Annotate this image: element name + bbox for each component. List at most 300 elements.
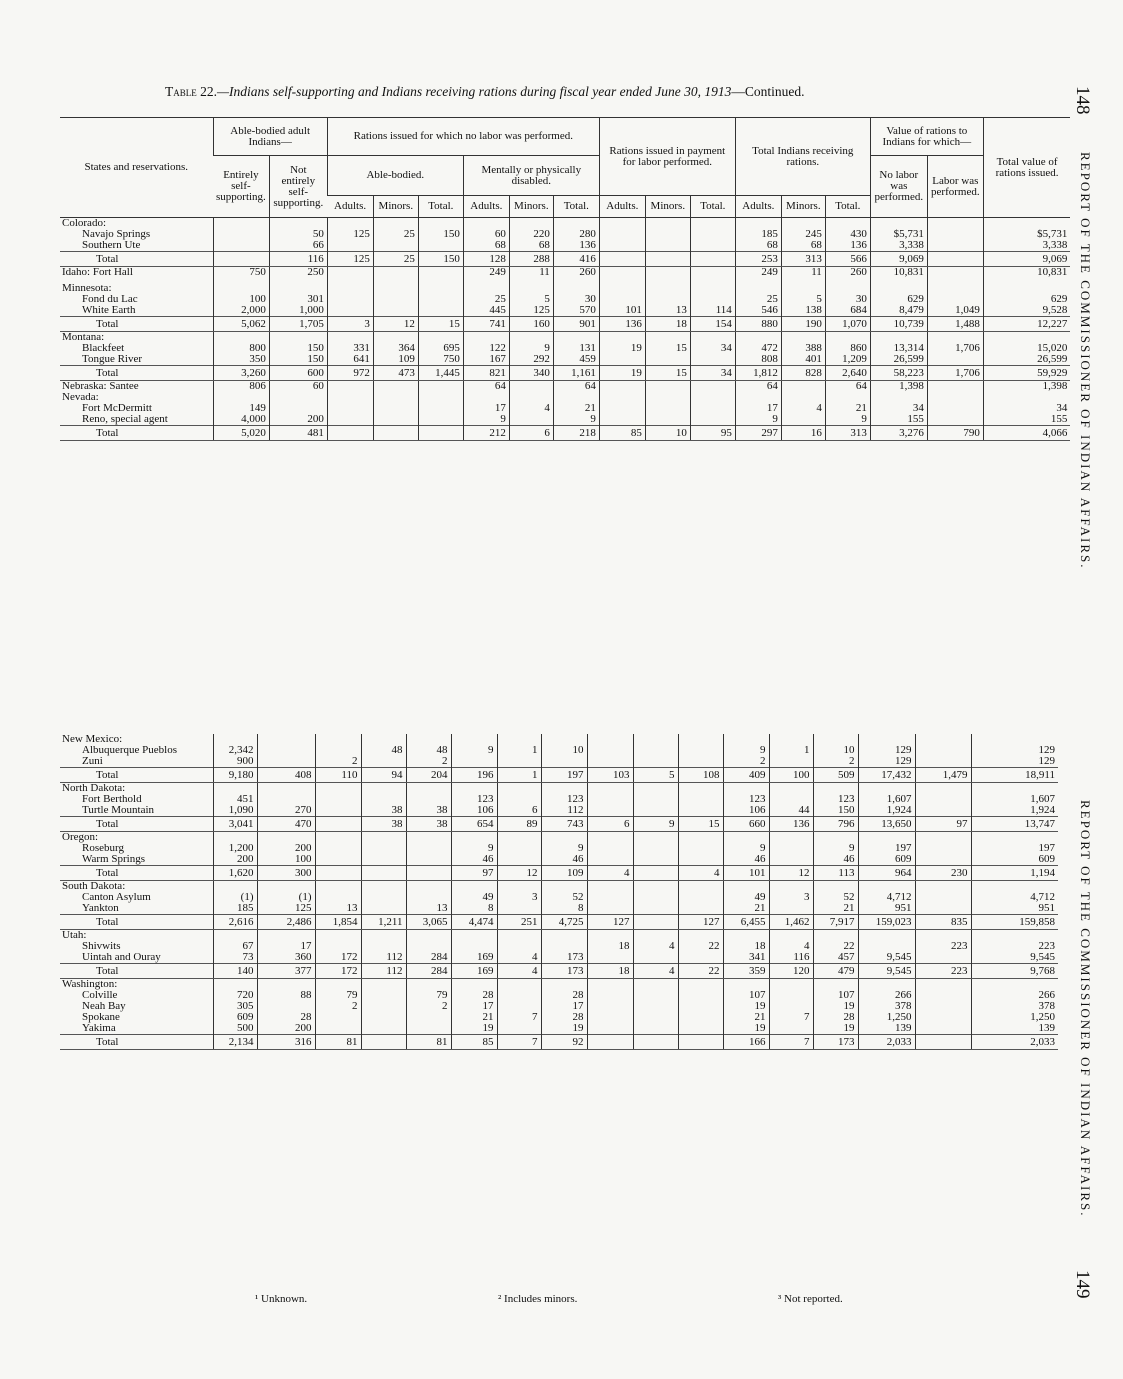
table-cell: 629 — [870, 294, 927, 305]
table-cell: 106 — [723, 805, 769, 817]
table-cell: 38 — [361, 817, 406, 832]
table-cell — [587, 1035, 633, 1050]
table-cell: 155 — [870, 414, 927, 426]
table-cell: 1,924 — [858, 805, 915, 817]
table-cell: 451 — [213, 794, 257, 805]
table-cell: 223 — [915, 964, 971, 979]
table-cell: 12 — [769, 866, 813, 881]
table-cell: 750 — [418, 354, 463, 366]
table-cell — [781, 283, 825, 294]
table-cell — [541, 979, 587, 991]
table-cell: 48 — [361, 745, 406, 756]
table-cell — [587, 1001, 633, 1012]
table-cell: 190 — [781, 317, 825, 332]
table-cell: 18 — [587, 964, 633, 979]
table-cell — [315, 892, 361, 903]
table-cell: 4 — [497, 952, 541, 964]
table-cell — [645, 392, 690, 403]
table-cell — [915, 930, 971, 942]
table-cell: 6 — [497, 805, 541, 817]
table-cell: 125 — [327, 252, 373, 267]
table-cell — [927, 283, 983, 294]
table-cell — [769, 979, 813, 991]
table-cell: 1,854 — [315, 915, 361, 930]
table-cell — [927, 218, 983, 230]
table-cell — [269, 218, 327, 230]
row-label: South Dakota: — [62, 880, 126, 892]
table-cell — [361, 1001, 406, 1012]
table-cell — [315, 783, 361, 795]
disabled-subheader: Mentally or physically disabled. — [463, 156, 599, 196]
table-cell — [509, 414, 553, 426]
table-cell — [633, 881, 678, 893]
table-cell — [915, 990, 971, 1001]
table-cell — [373, 240, 418, 252]
table-cell: 200 — [257, 1023, 315, 1035]
table-cell: 340 — [509, 366, 553, 381]
table-cell — [497, 854, 541, 866]
row-label: Washington: — [62, 978, 118, 990]
table-cell: 1,398 — [983, 381, 1070, 393]
payment-group-header: Rations issued in payment for labor performed. — [599, 118, 735, 196]
table-cell — [915, 979, 971, 991]
table-cell: 46 — [813, 854, 858, 866]
table-cell: 46 — [451, 854, 497, 866]
table-cell: 609 — [858, 854, 915, 866]
col-minors: Minors. — [373, 196, 418, 218]
table-cell — [315, 941, 361, 952]
table-cell — [587, 990, 633, 1001]
col-adults: Adults. — [735, 196, 781, 218]
table-cell — [327, 332, 373, 344]
table-cell: 2,033 — [971, 1035, 1058, 1050]
table-cell — [541, 881, 587, 893]
table-cell: 408 — [257, 768, 315, 783]
table-cell: 34 — [983, 403, 1070, 414]
table-cell: 92 — [541, 1035, 587, 1050]
table-cell — [633, 892, 678, 903]
table-cell: 220 — [509, 229, 553, 240]
table-cell: 341 — [723, 952, 769, 964]
table-cell: 808 — [735, 354, 781, 366]
table-cell: 73 — [213, 952, 257, 964]
table-cell — [406, 1023, 451, 1035]
table-cell — [497, 756, 541, 768]
table-cell — [463, 218, 509, 230]
col-minors: Minors. — [509, 196, 553, 218]
table-cell: 150 — [269, 354, 327, 366]
table-cell: 4 — [633, 964, 678, 979]
table-cell — [587, 805, 633, 817]
table-cell — [327, 240, 373, 252]
table-cell — [915, 734, 971, 745]
table-cell — [633, 843, 678, 854]
table-cell: 103 — [587, 768, 633, 783]
table-cell: 11 — [509, 267, 553, 279]
table-cell — [971, 881, 1058, 893]
table-cell — [690, 218, 735, 230]
table-cell: 120 — [769, 964, 813, 979]
table-cell — [418, 426, 463, 441]
row-label: Turtle Mountain — [82, 805, 155, 816]
table-cell — [633, 805, 678, 817]
row-label: Roseburg — [82, 843, 124, 854]
table-cell — [213, 783, 257, 795]
table-cell — [315, 734, 361, 745]
table-cell: 266 — [858, 990, 915, 1001]
total-row — [60, 866, 1058, 881]
table-cell — [269, 283, 327, 294]
table-cell — [971, 832, 1058, 844]
table-cell: 9 — [723, 745, 769, 756]
table-cell: 81 — [315, 1035, 361, 1050]
row-label: Total — [60, 252, 213, 267]
col-total: Total. — [825, 196, 870, 218]
table-cell — [373, 305, 418, 317]
table-cell — [418, 392, 463, 403]
table-cell: 5,062 — [213, 317, 269, 332]
table-cell: 4 — [633, 941, 678, 952]
table-cell — [587, 952, 633, 964]
table-cell — [915, 794, 971, 805]
table-cell: 19 — [723, 1001, 769, 1012]
table-cell: 81 — [406, 1035, 451, 1050]
lower-table-body — [60, 734, 1058, 1050]
table-cell: 113 — [813, 866, 858, 881]
table-cell: 100 — [213, 294, 269, 305]
table-cell: 223 — [971, 941, 1058, 952]
row-label: Total — [60, 768, 213, 783]
table-cell: 951 — [971, 903, 1058, 915]
table-cell — [361, 832, 406, 844]
table-cell: 313 — [781, 252, 825, 267]
table-cell — [257, 783, 315, 795]
table-cell: 609 — [971, 854, 1058, 866]
value-group-header: Value of rations to Indians for which— — [870, 118, 983, 156]
table-cell: 64 — [463, 381, 509, 393]
table-cell — [678, 1023, 723, 1035]
table-cell — [633, 952, 678, 964]
table-cell — [678, 930, 723, 942]
table-cell — [361, 866, 406, 881]
table-cell: 641 — [327, 354, 373, 366]
table-cell — [327, 403, 373, 414]
table-cell: 169 — [451, 964, 497, 979]
table-cell — [315, 854, 361, 866]
table-cell: 2,486 — [257, 915, 315, 930]
row-label: Shivwits — [82, 941, 121, 952]
table-cell: 360 — [257, 952, 315, 964]
table-cell: 64 — [825, 381, 870, 393]
table-cell: 9 — [541, 843, 587, 854]
table-cell: 19 — [723, 1023, 769, 1035]
table-cell: 3,041 — [213, 817, 257, 832]
table-cell: 204 — [406, 768, 451, 783]
table-row — [60, 843, 1058, 854]
table-cell: 9 — [509, 343, 553, 354]
table-cell: 22 — [678, 964, 723, 979]
table-cell — [213, 930, 257, 942]
table-cell: 129 — [971, 745, 1058, 756]
table-cell: 44 — [769, 805, 813, 817]
table-cell — [678, 1035, 723, 1050]
table-cell — [509, 392, 553, 403]
table-cell: 378 — [971, 1001, 1058, 1012]
table-cell: 2,033 — [858, 1035, 915, 1050]
table-cell: 60 — [269, 381, 327, 393]
table-cell — [678, 854, 723, 866]
table-cell — [915, 745, 971, 756]
total-row — [60, 817, 1058, 832]
table-cell — [769, 734, 813, 745]
table-cell: 2 — [315, 756, 361, 768]
table-cell — [678, 783, 723, 795]
table-row — [60, 794, 1058, 805]
table-row — [60, 854, 1058, 866]
table-cell: 821 — [463, 366, 509, 381]
table-cell: 1,488 — [927, 317, 983, 332]
table-cell: 17 — [257, 941, 315, 952]
table-cell: 9 — [633, 817, 678, 832]
table-cell: 1,607 — [971, 794, 1058, 805]
table-cell: 951 — [858, 903, 915, 915]
table-cell: 10,831 — [870, 267, 927, 279]
row-label: Albuquerque Pueblos — [82, 745, 178, 756]
table-cell: 197 — [541, 768, 587, 783]
table-cell — [497, 734, 541, 745]
table-cell — [451, 756, 497, 768]
table-cell — [257, 1001, 315, 1012]
table-cell: 654 — [451, 817, 497, 832]
table-cell: 1,620 — [213, 866, 257, 881]
table-cell: 2,134 — [213, 1035, 257, 1050]
total-row — [60, 317, 1070, 332]
table-cell: 377 — [257, 964, 315, 979]
table-cell: 313 — [825, 426, 870, 441]
table-cell — [825, 218, 870, 230]
row-label: Total — [60, 1035, 213, 1050]
table-cell — [645, 381, 690, 393]
table-cell: 12,227 — [983, 317, 1070, 332]
table-cell: (1) — [257, 892, 315, 903]
table-cell: 101 — [723, 866, 769, 881]
table-cell: 149 — [213, 403, 269, 414]
table-cell — [406, 783, 451, 795]
table-cell: 79 — [315, 990, 361, 1001]
table-cell: 109 — [373, 354, 418, 366]
table-cell: 6 — [587, 817, 633, 832]
table-cell — [723, 734, 769, 745]
section-row — [60, 734, 1058, 745]
table-cell — [769, 1001, 813, 1012]
table-cell — [825, 392, 870, 403]
table-cell: 166 — [723, 1035, 769, 1050]
table-cell — [599, 403, 645, 414]
table-cell: 10,831 — [983, 267, 1070, 279]
table-cell: 106 — [451, 805, 497, 817]
table-cell: 128 — [463, 252, 509, 267]
table-cell: 566 — [825, 252, 870, 267]
table-cell — [418, 381, 463, 393]
table-cell: 479 — [813, 964, 858, 979]
row-label: Yakima — [82, 1023, 116, 1034]
table-row — [60, 1012, 1058, 1023]
table-cell — [915, 952, 971, 964]
table-cell: 4 — [769, 941, 813, 952]
table-cell — [599, 414, 645, 426]
row-label: Nebraska: Santee — [62, 380, 139, 392]
table-cell — [213, 979, 257, 991]
table-cell: 15 — [645, 343, 690, 354]
table-cell — [633, 756, 678, 768]
table-cell — [915, 881, 971, 893]
table-cell — [361, 783, 406, 795]
table-cell — [451, 881, 497, 893]
running-head-upper: REPORT OF THE COMMISSIONER OF INDIAN AFFAIRS. — [1078, 152, 1093, 570]
table-cell — [858, 734, 915, 745]
table-cell — [327, 305, 373, 317]
table-cell: 28 — [257, 1012, 315, 1023]
table-cell — [541, 783, 587, 795]
table-cell — [418, 267, 463, 279]
table-cell — [373, 267, 418, 279]
table-cell — [633, 1023, 678, 1035]
table-cell — [915, 783, 971, 795]
table-cell: 150 — [813, 805, 858, 817]
table-cell — [858, 930, 915, 942]
table-cell: 97 — [915, 817, 971, 832]
table-cell: 125 — [509, 305, 553, 317]
table-cell — [723, 832, 769, 844]
table-cell — [361, 1023, 406, 1035]
table-cell: 2,342 — [213, 745, 257, 756]
table-cell — [553, 332, 599, 344]
table-cell: 300 — [257, 866, 315, 881]
table-cell — [553, 392, 599, 403]
table-cell — [373, 332, 418, 344]
table-cell: 22 — [813, 941, 858, 952]
table-cell: 21 — [451, 1012, 497, 1023]
table-cell: 97 — [451, 866, 497, 881]
table-cell: 116 — [769, 952, 813, 964]
entirely-self-supporting-header: Entirely self-supporting. — [213, 156, 269, 218]
table-cell — [361, 1012, 406, 1023]
table-cell — [813, 979, 858, 991]
table-cell — [927, 381, 983, 393]
section-row — [60, 332, 1070, 344]
table-cell — [213, 332, 269, 344]
table-cell: 48 — [406, 745, 451, 756]
table-cell — [678, 843, 723, 854]
col-adults: Adults. — [327, 196, 373, 218]
row-label: Blackfeet — [82, 343, 125, 354]
table-cell — [587, 734, 633, 745]
table-cell — [418, 332, 463, 344]
table-cell: 284 — [406, 952, 451, 964]
table-cell — [769, 881, 813, 893]
table-cell: 4,712 — [971, 892, 1058, 903]
table-cell — [213, 832, 257, 844]
table-cell — [927, 294, 983, 305]
table-cell — [927, 252, 983, 267]
table-cell — [361, 892, 406, 903]
table-cell: 1,194 — [971, 866, 1058, 881]
table-cell: 172 — [315, 964, 361, 979]
table-cell: 2,616 — [213, 915, 257, 930]
table-cell: 5,020 — [213, 426, 269, 441]
table-cell: 266 — [971, 990, 1058, 1001]
table-cell — [813, 783, 858, 795]
table-cell: 472 — [735, 343, 781, 354]
table-cell: 350 — [213, 354, 269, 366]
table-cell — [509, 218, 553, 230]
table-cell — [587, 979, 633, 991]
table-cell — [315, 794, 361, 805]
table-cell — [769, 1023, 813, 1035]
table-cell — [269, 403, 327, 414]
section-row — [60, 979, 1058, 991]
table-cell — [983, 218, 1070, 230]
table-cell — [373, 294, 418, 305]
table-cell — [723, 979, 769, 991]
total-row — [60, 1035, 1058, 1050]
table-row — [60, 403, 1070, 414]
table-cell: 6,455 — [723, 915, 769, 930]
table-cell: 139 — [971, 1023, 1058, 1035]
table-cell: 1,200 — [213, 843, 257, 854]
table-cell: 9 — [463, 414, 509, 426]
row-label: Spokane — [82, 1012, 120, 1023]
table-cell — [633, 990, 678, 1001]
table-cell — [257, 881, 315, 893]
table-cell — [553, 218, 599, 230]
table-cell — [633, 734, 678, 745]
table-cell — [870, 218, 927, 230]
table-cell — [813, 881, 858, 893]
table-cell: 218 — [553, 426, 599, 441]
table-cell — [690, 283, 735, 294]
table-cell — [213, 229, 269, 240]
table-cell — [781, 332, 825, 344]
table-cell: 470 — [257, 817, 315, 832]
table-number: Table 22. — [165, 84, 217, 99]
table-cell — [406, 734, 451, 745]
table-cell: 1,049 — [927, 305, 983, 317]
row-label: New Mexico: — [62, 734, 123, 745]
table-cell: 251 — [497, 915, 541, 930]
table-cell — [257, 756, 315, 768]
table-cell: 17 — [735, 403, 781, 414]
table-cell — [257, 979, 315, 991]
table-cell: 1,070 — [825, 317, 870, 332]
table-cell — [587, 1012, 633, 1023]
table-cell: 1,607 — [858, 794, 915, 805]
table-cell: 629 — [983, 294, 1070, 305]
table-cell: 101 — [599, 305, 645, 317]
table-cell — [587, 783, 633, 795]
table-cell: 230 — [915, 866, 971, 881]
table-cell — [690, 252, 735, 267]
table-cell: 13,747 — [971, 817, 1058, 832]
table-cell: 7 — [769, 1035, 813, 1050]
table-cell: 68 — [735, 240, 781, 252]
table-cell: 741 — [463, 317, 509, 332]
table-cell — [406, 843, 451, 854]
table-cell: 150 — [418, 252, 463, 267]
table-cell — [463, 392, 509, 403]
table-cell — [406, 1012, 451, 1023]
table-cell: 13 — [315, 903, 361, 915]
